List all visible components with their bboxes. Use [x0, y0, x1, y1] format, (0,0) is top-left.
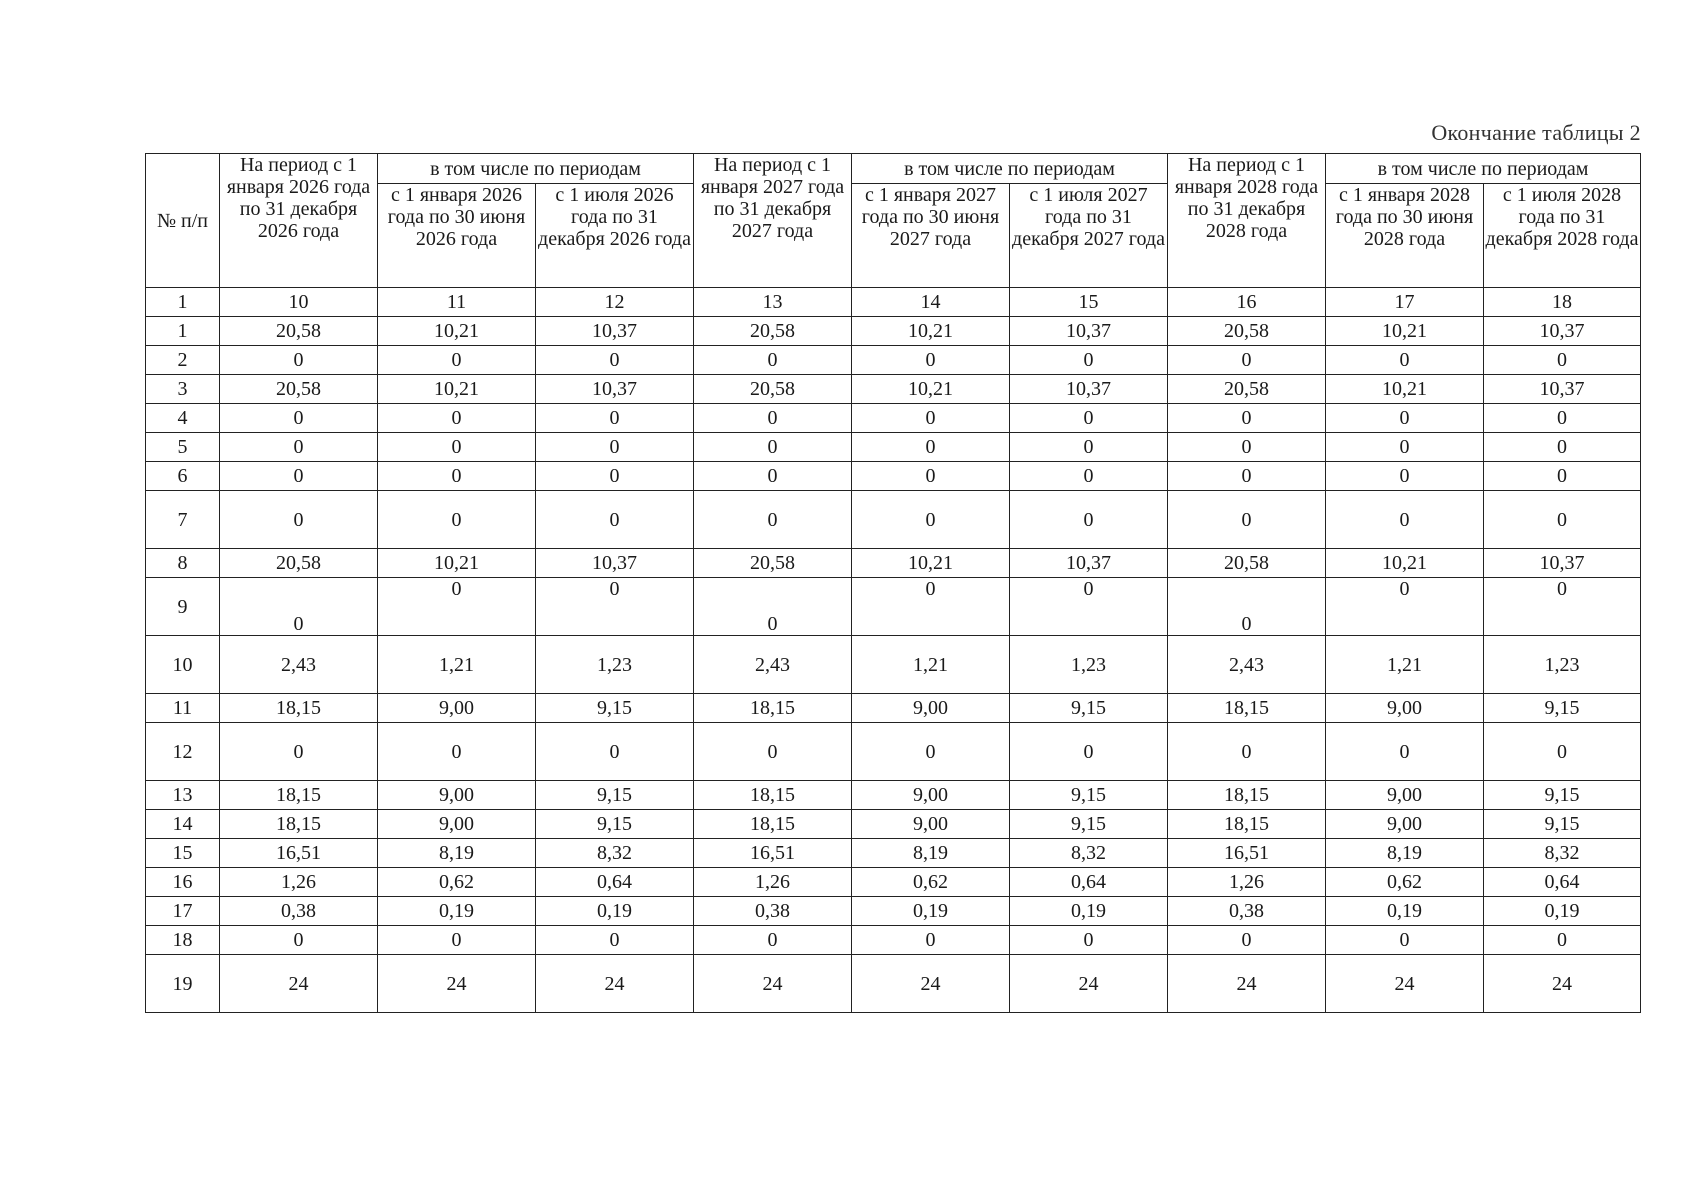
- table-cell: 18,15: [694, 694, 852, 723]
- table-cell: 10,21: [852, 375, 1010, 404]
- table-cell: 0: [1484, 723, 1641, 781]
- table-cell: 0: [1010, 723, 1168, 781]
- table-cell: 9,00: [1326, 810, 1484, 839]
- table-cell: 8,32: [1484, 839, 1641, 868]
- table-cell: 9,15: [1484, 781, 1641, 810]
- row-number: 8: [146, 549, 220, 578]
- table-cell: 16,51: [220, 839, 378, 868]
- table-cell: 0: [1326, 404, 1484, 433]
- table-cell: 1,21: [1326, 636, 1484, 694]
- header-second-half: с 1 июля 2028 года по 31 декабря 2028 года: [1484, 184, 1641, 288]
- table-cell: 24: [852, 955, 1010, 1013]
- table-row: [146, 462, 1641, 491]
- table-cell: 10,21: [378, 317, 536, 346]
- table-cell: 10,21: [1326, 375, 1484, 404]
- table-cell: 24: [1484, 955, 1641, 1013]
- data-table: [145, 153, 1641, 1013]
- table-cell: 0: [378, 578, 536, 636]
- table-cell: 0: [220, 346, 378, 375]
- table-cell: 0: [1010, 346, 1168, 375]
- table-cell: 10,37: [1010, 375, 1168, 404]
- table-row: [146, 346, 1641, 375]
- row-number: 4: [146, 404, 220, 433]
- table-cell: 0,19: [536, 897, 694, 926]
- header-first-half: с 1 января 2027 года по 30 июня 2027 года: [852, 184, 1010, 288]
- table-cell: 0: [694, 491, 852, 549]
- column-number: 16: [1168, 288, 1326, 317]
- table-cell: 0: [694, 578, 852, 636]
- row-number: 6: [146, 462, 220, 491]
- table-cell: 0: [378, 491, 536, 549]
- table-cell: 0: [852, 491, 1010, 549]
- table-cell: 0: [694, 404, 852, 433]
- table-cell: 1,23: [1484, 636, 1641, 694]
- table-cell: 0: [1484, 404, 1641, 433]
- table-cell: 0: [1326, 462, 1484, 491]
- table-cell: 2,43: [694, 636, 852, 694]
- table-cell: 1,21: [852, 636, 1010, 694]
- column-number: 14: [852, 288, 1010, 317]
- table-cell: 0: [1168, 346, 1326, 375]
- table-cell: 20,58: [1168, 317, 1326, 346]
- table-cell: 20,58: [220, 317, 378, 346]
- table-row: [146, 839, 1641, 868]
- table-row: [146, 636, 1641, 694]
- table-cell: 10,21: [852, 549, 1010, 578]
- table-cell: 18,15: [694, 810, 852, 839]
- table-cell: 18,15: [220, 781, 378, 810]
- table-cell: 0,62: [1326, 868, 1484, 897]
- table-cell: 2,43: [220, 636, 378, 694]
- table-cell: 10,37: [1010, 549, 1168, 578]
- row-number: 19: [146, 955, 220, 1013]
- row-number: 3: [146, 375, 220, 404]
- table-cell: 0,64: [1484, 868, 1641, 897]
- table-cell: 0: [1484, 491, 1641, 549]
- table-cell: 0: [378, 346, 536, 375]
- table-cell: 0,19: [852, 897, 1010, 926]
- table-cell: 0: [1484, 578, 1641, 636]
- table-cell: 24: [220, 955, 378, 1013]
- row-number: 11: [146, 694, 220, 723]
- table-cell: 0: [536, 578, 694, 636]
- row-number: 12: [146, 723, 220, 781]
- row-number: 5: [146, 433, 220, 462]
- table-cell: 9,00: [1326, 694, 1484, 723]
- table-cell: 16,51: [1168, 839, 1326, 868]
- table-cell: 18,15: [1168, 810, 1326, 839]
- table-cell: 0: [536, 926, 694, 955]
- table-cell: 0: [378, 404, 536, 433]
- table-cell: 9,00: [852, 810, 1010, 839]
- header-first-half: с 1 января 2026 года по 30 июня 2026 года: [378, 184, 536, 288]
- table-cell: 9,15: [1484, 694, 1641, 723]
- table-row: [146, 926, 1641, 955]
- table-row: [146, 578, 1641, 636]
- table-cell: 0: [536, 346, 694, 375]
- table-cell: 24: [694, 955, 852, 1013]
- table-cell: 1,23: [1010, 636, 1168, 694]
- table-row: [146, 897, 1641, 926]
- table-cell: 0: [1010, 926, 1168, 955]
- row-number: 13: [146, 781, 220, 810]
- table-cell: 10,21: [1326, 317, 1484, 346]
- table-cell: 0: [220, 926, 378, 955]
- table-cell: 0: [852, 926, 1010, 955]
- table-cell: 0: [1326, 491, 1484, 549]
- table-cell: 0: [1326, 346, 1484, 375]
- table-cell: 24: [1168, 955, 1326, 1013]
- table-cell: 18,15: [220, 694, 378, 723]
- table-cell: 0: [852, 346, 1010, 375]
- table-cell: 8,32: [1010, 839, 1168, 868]
- table-cell: 9,00: [852, 694, 1010, 723]
- table-cell: 0: [1010, 578, 1168, 636]
- table-row: [146, 810, 1641, 839]
- table-cell: 0,19: [1484, 897, 1641, 926]
- table-cell: 9,15: [1484, 810, 1641, 839]
- table-caption: Окончание таблицы 2: [1431, 120, 1641, 145]
- table-cell: 9,15: [1010, 810, 1168, 839]
- table-cell: 0,38: [1168, 897, 1326, 926]
- table-cell: 24: [378, 955, 536, 1013]
- table-row: [146, 317, 1641, 346]
- table-cell: 0,38: [694, 897, 852, 926]
- row-number: 2: [146, 346, 220, 375]
- row-number: 10: [146, 636, 220, 694]
- table-row: [146, 549, 1641, 578]
- table-cell: 0: [1010, 491, 1168, 549]
- table-cell: 0: [1326, 578, 1484, 636]
- header-second-half: с 1 июля 2026 года по 31 декабря 2026 года: [536, 184, 694, 288]
- row-number: 1: [146, 317, 220, 346]
- table-cell: 0: [378, 433, 536, 462]
- table-row: [146, 433, 1641, 462]
- table-cell: 9,00: [378, 781, 536, 810]
- table-cell: 0: [220, 578, 378, 636]
- table-cell: 0: [1484, 346, 1641, 375]
- table-cell: 18,15: [220, 810, 378, 839]
- table-cell: 9,15: [536, 694, 694, 723]
- table-cell: 0: [1326, 723, 1484, 781]
- table-cell: 1,26: [694, 868, 852, 897]
- table-cell: 18,15: [694, 781, 852, 810]
- table-cell: 0,19: [1010, 897, 1168, 926]
- table-cell: 18,15: [1168, 781, 1326, 810]
- column-number: 17: [1326, 288, 1484, 317]
- table-cell: 0: [378, 462, 536, 491]
- column-number: 1: [146, 288, 220, 317]
- table-row: [146, 955, 1641, 1013]
- table-cell: 0: [1484, 433, 1641, 462]
- table-cell: 9,00: [1326, 781, 1484, 810]
- header-period-total: На период с 1 января 2027 года по 31 декабря 2027 года: [694, 154, 852, 288]
- table-cell: 0: [536, 462, 694, 491]
- table-cell: 9,15: [536, 781, 694, 810]
- table-cell: 8,19: [1326, 839, 1484, 868]
- table-cell: 16,51: [694, 839, 852, 868]
- table-cell: 0: [1168, 404, 1326, 433]
- table-cell: 10,37: [536, 375, 694, 404]
- table-cell: 0,62: [852, 868, 1010, 897]
- table-cell: 10,37: [536, 549, 694, 578]
- table-cell: 0,19: [1326, 897, 1484, 926]
- header-group-label: в том числе по периодам: [852, 154, 1168, 184]
- table-cell: 0: [378, 926, 536, 955]
- table-cell: 0: [852, 433, 1010, 462]
- table-cell: 24: [1326, 955, 1484, 1013]
- column-number-row: [146, 288, 1641, 317]
- table-cell: 10,21: [378, 375, 536, 404]
- table-cell: 20,58: [1168, 549, 1326, 578]
- table-cell: 24: [536, 955, 694, 1013]
- table-cell: 0: [694, 346, 852, 375]
- table-cell: 9,00: [378, 810, 536, 839]
- table-cell: 0: [220, 462, 378, 491]
- table-cell: 0: [220, 404, 378, 433]
- table-cell: 0: [536, 404, 694, 433]
- header-number: № п/п: [146, 154, 220, 288]
- table-cell: 20,58: [694, 549, 852, 578]
- table-cell: 0: [694, 926, 852, 955]
- table-cell: 0: [1010, 433, 1168, 462]
- table-cell: 18,15: [1168, 694, 1326, 723]
- table-cell: 0: [1010, 462, 1168, 491]
- header-group-label: в том числе по периодам: [378, 154, 694, 184]
- header-period-total: На период с 1 января 2028 года по 31 декабря 2028 года: [1168, 154, 1326, 288]
- table-cell: 10,21: [378, 549, 536, 578]
- table-cell: 0: [694, 723, 852, 781]
- table-cell: 10,37: [1484, 317, 1641, 346]
- table-cell: 0: [1168, 926, 1326, 955]
- table-row: [146, 404, 1641, 433]
- row-number: 16: [146, 868, 220, 897]
- table-row: [146, 491, 1641, 549]
- column-number: 11: [378, 288, 536, 317]
- table-cell: 20,58: [220, 375, 378, 404]
- table-cell: 8,19: [852, 839, 1010, 868]
- table-cell: 0: [852, 578, 1010, 636]
- header-group-label: в том числе по периодам: [1326, 154, 1641, 184]
- table-cell: 20,58: [694, 375, 852, 404]
- table-cell: 0: [1168, 491, 1326, 549]
- table-cell: 9,15: [1010, 781, 1168, 810]
- table-cell: 0: [220, 723, 378, 781]
- column-number: 13: [694, 288, 852, 317]
- table-cell: 20,58: [1168, 375, 1326, 404]
- table-cell: 0: [1010, 404, 1168, 433]
- table-cell: 0: [220, 491, 378, 549]
- header-second-half: с 1 июля 2027 года по 31 декабря 2027 года: [1010, 184, 1168, 288]
- table-cell: 0: [852, 723, 1010, 781]
- table-cell: 0: [1326, 433, 1484, 462]
- header-first-half: с 1 января 2028 года по 30 июня 2028 года: [1326, 184, 1484, 288]
- header-period-total: На период с 1 января 2026 года по 31 декабря 2026 года: [220, 154, 378, 288]
- table-cell: 0,38: [220, 897, 378, 926]
- table-cell: 9,00: [852, 781, 1010, 810]
- table-cell: 10,21: [852, 317, 1010, 346]
- table-cell: 0,64: [536, 868, 694, 897]
- column-number: 12: [536, 288, 694, 317]
- table-cell: 1,26: [1168, 868, 1326, 897]
- table-cell: 2,43: [1168, 636, 1326, 694]
- table-cell: 20,58: [694, 317, 852, 346]
- table-row: [146, 781, 1641, 810]
- row-number: 15: [146, 839, 220, 868]
- table-cell: 0: [536, 433, 694, 462]
- row-number: 9: [146, 578, 220, 636]
- table-cell: 9,15: [536, 810, 694, 839]
- table-cell: 9,15: [1010, 694, 1168, 723]
- table-cell: 0: [694, 433, 852, 462]
- table-cell: 10,37: [1484, 375, 1641, 404]
- table-cell: 0,62: [378, 868, 536, 897]
- table-cell: 10,37: [1010, 317, 1168, 346]
- table-body: [146, 317, 1641, 1013]
- table-cell: 1,21: [378, 636, 536, 694]
- column-number: 18: [1484, 288, 1641, 317]
- table-cell: 0: [852, 404, 1010, 433]
- table-row: [146, 723, 1641, 781]
- table-cell: 0: [1168, 578, 1326, 636]
- table-cell: 0: [536, 491, 694, 549]
- row-number: 17: [146, 897, 220, 926]
- table-cell: 0: [1326, 926, 1484, 955]
- table-cell: 0: [220, 433, 378, 462]
- table-cell: 0: [694, 462, 852, 491]
- table-cell: 8,19: [378, 839, 536, 868]
- row-number: 7: [146, 491, 220, 549]
- table-cell: 0: [1168, 433, 1326, 462]
- table-cell: 1,26: [220, 868, 378, 897]
- table-cell: 24: [1010, 955, 1168, 1013]
- table-cell: 8,32: [536, 839, 694, 868]
- table-cell: 0: [1484, 462, 1641, 491]
- table-cell: 0,19: [378, 897, 536, 926]
- table-cell: 10,21: [1326, 549, 1484, 578]
- table-row: [146, 694, 1641, 723]
- table-cell: 0: [852, 462, 1010, 491]
- table-row: [146, 375, 1641, 404]
- column-number: 10: [220, 288, 378, 317]
- table-cell: 0: [1168, 462, 1326, 491]
- table-cell: 10,37: [1484, 549, 1641, 578]
- column-number: 15: [1010, 288, 1168, 317]
- table-cell: 1,23: [536, 636, 694, 694]
- table-cell: 0: [1484, 926, 1641, 955]
- table-row: [146, 868, 1641, 897]
- table-cell: 10,37: [536, 317, 694, 346]
- row-number: 18: [146, 926, 220, 955]
- table-cell: 20,58: [220, 549, 378, 578]
- table-cell: 0: [378, 723, 536, 781]
- table-cell: 9,00: [378, 694, 536, 723]
- table-cell: 0,64: [1010, 868, 1168, 897]
- table-cell: 0: [536, 723, 694, 781]
- row-number: 14: [146, 810, 220, 839]
- table-cell: 0: [1168, 723, 1326, 781]
